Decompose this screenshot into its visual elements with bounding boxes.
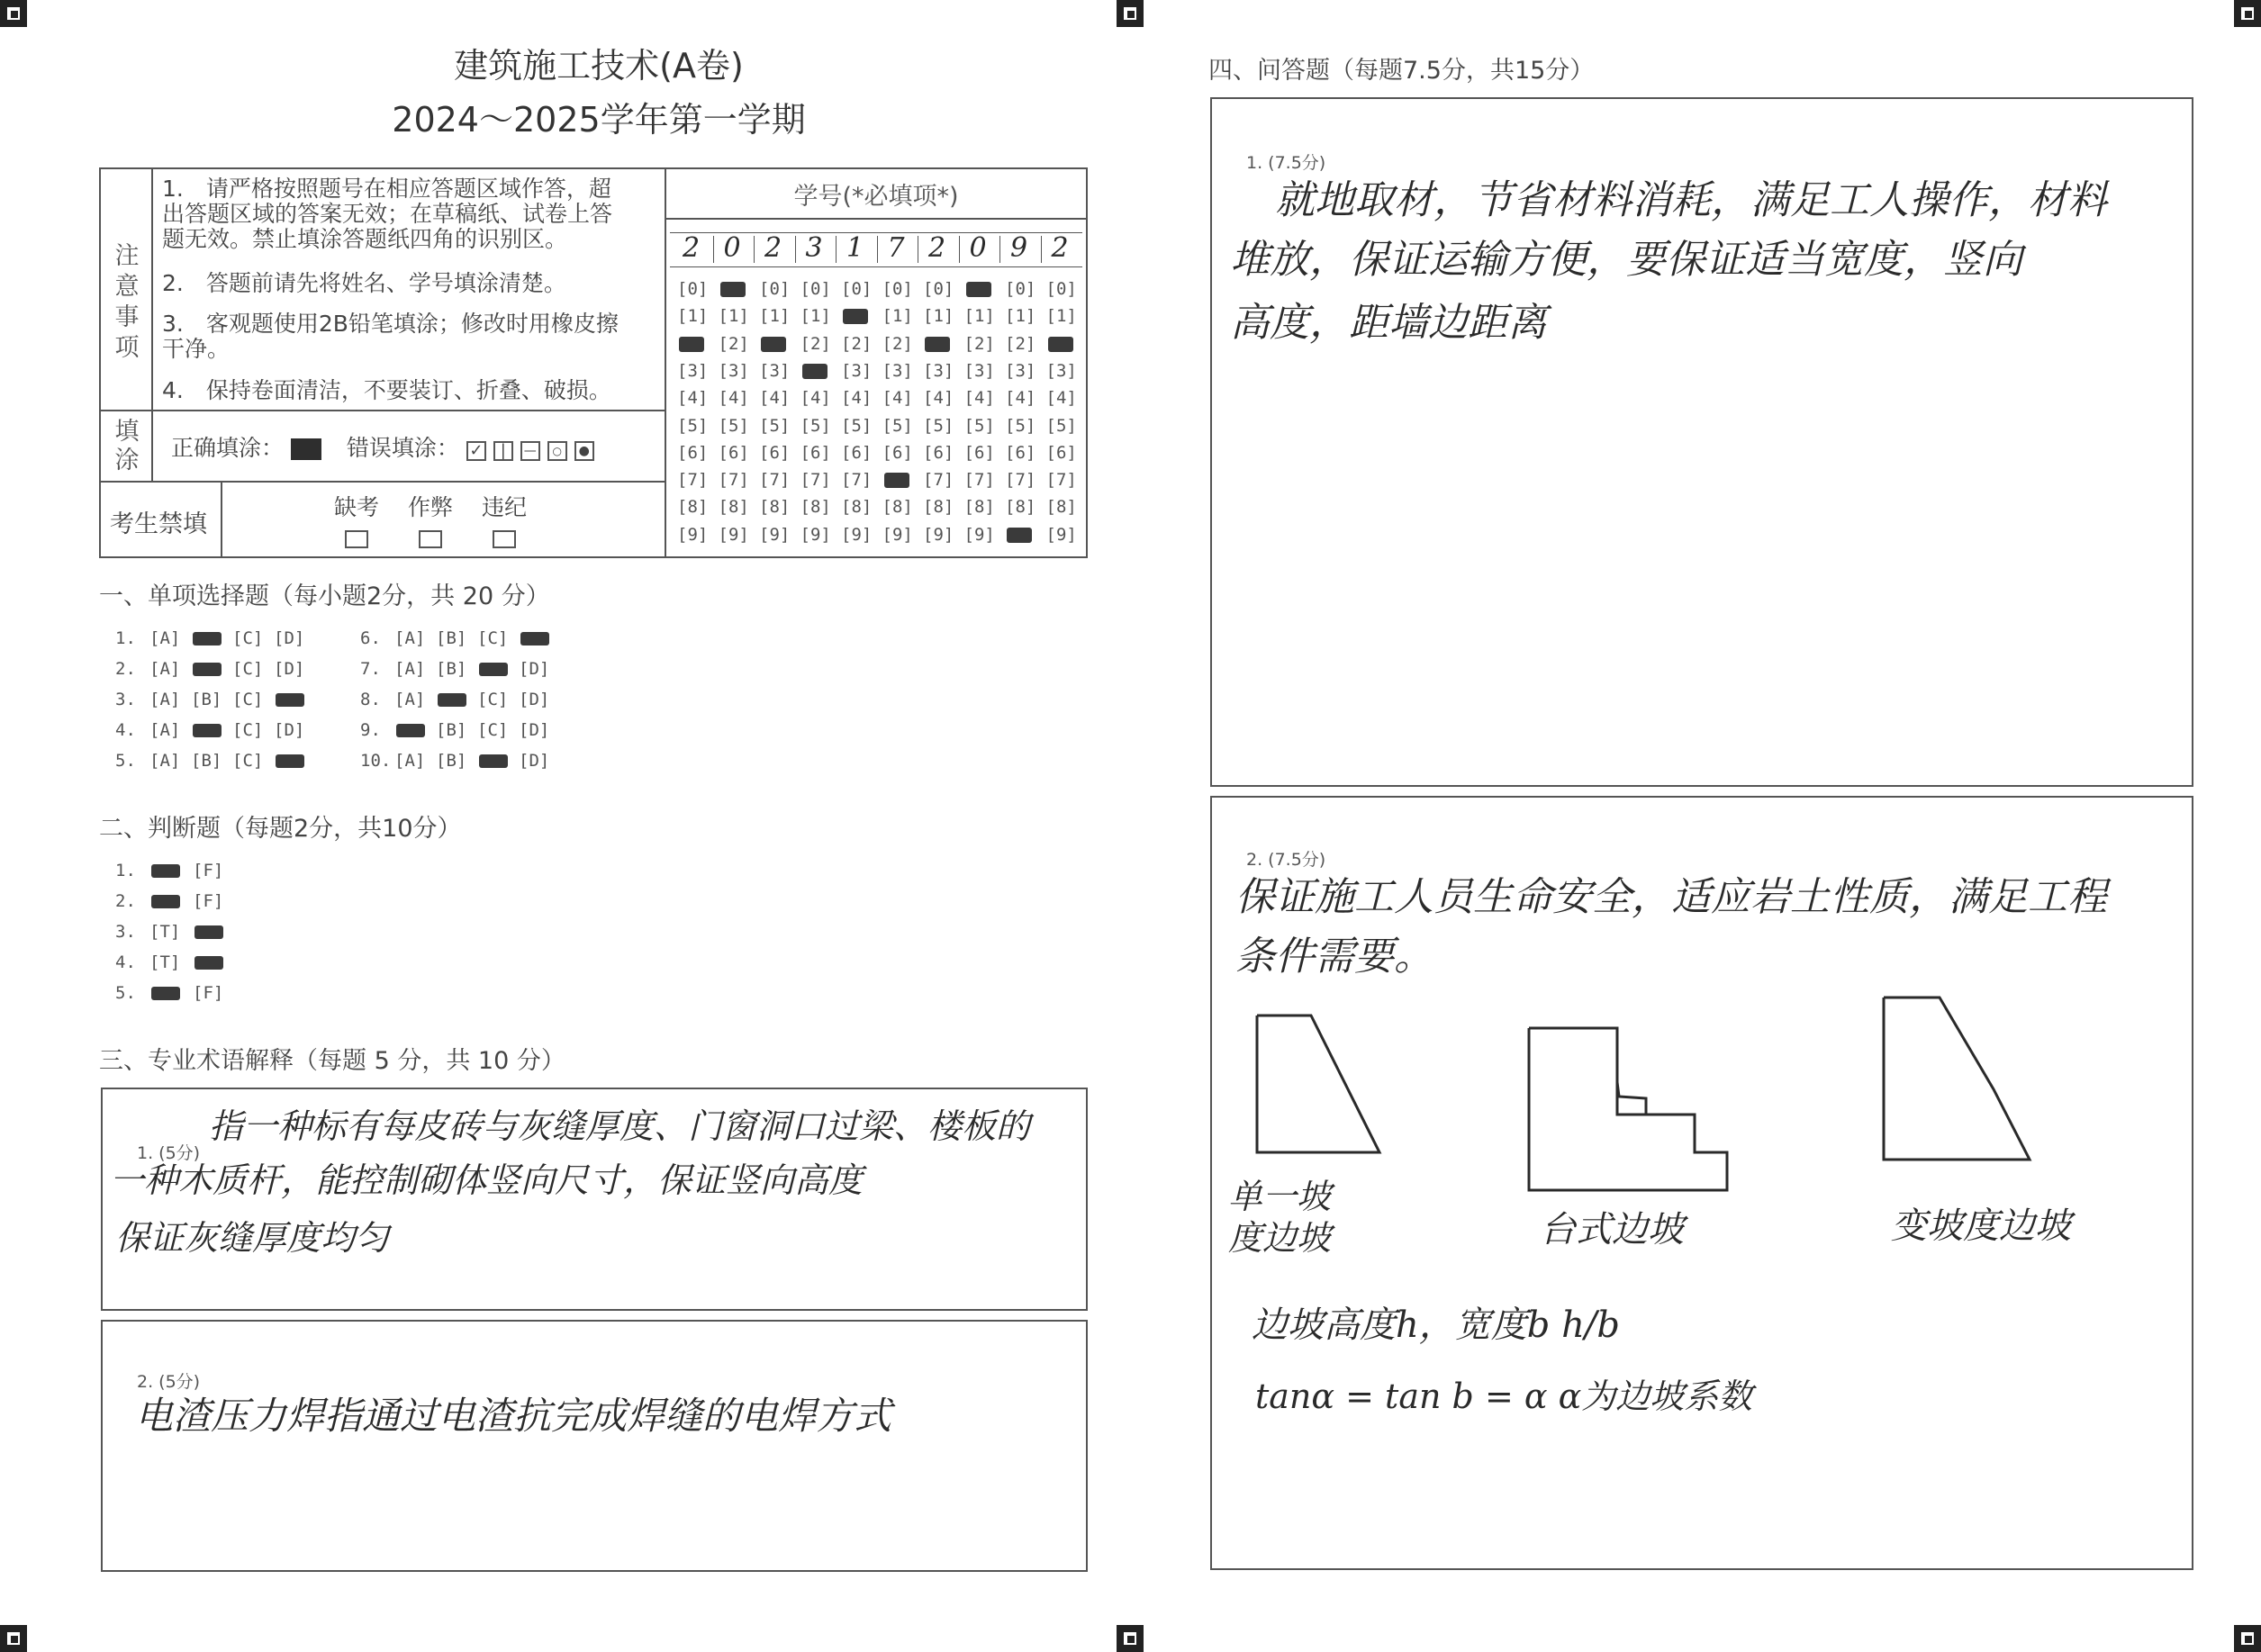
cheat-checkbox[interactable] bbox=[419, 530, 442, 548]
notice-label: 注 意 事 项 bbox=[114, 242, 140, 362]
student-id-digit-4: 3 bbox=[805, 232, 823, 264]
mc-option-b[interactable]: [B] bbox=[191, 751, 222, 771]
student-id-digit-divider bbox=[754, 236, 755, 263]
notice-item-4: 4. 保持卷面清洁，不要装订、折叠、破损。 bbox=[162, 377, 611, 403]
section3-title: 三、专业术语解释（每题 5 分，共 10 分） bbox=[99, 1047, 565, 1075]
student-id-bubble[interactable]: [0] bbox=[759, 279, 791, 299]
mc-option-c[interactable]: [C] bbox=[232, 659, 264, 679]
student-id-bubble[interactable]: [4] bbox=[718, 388, 749, 409]
student-id-bubble[interactable]: [6] bbox=[882, 442, 913, 463]
student-id-bubble[interactable]: [5] bbox=[800, 415, 831, 436]
mc-question-number: 2. bbox=[115, 659, 136, 679]
mc-option-filled-c[interactable] bbox=[479, 663, 508, 676]
student-id-digit-8: 0 bbox=[969, 232, 987, 264]
student-id-bubble[interactable]: [5] bbox=[677, 415, 709, 436]
student-id-digit-divider bbox=[713, 236, 714, 263]
single-slope-label: 单一坡度边坡 bbox=[1228, 1177, 1332, 1258]
student-id-bubble-filled[interactable] bbox=[720, 282, 746, 297]
student-id-bubble[interactable]: [1] bbox=[1005, 306, 1036, 327]
student-id-bubble[interactable]: [1] bbox=[800, 306, 831, 327]
student-id-bubble-filled[interactable] bbox=[802, 364, 828, 379]
mc-option-b[interactable]: [B] bbox=[436, 751, 467, 771]
student-id-bubble-filled[interactable] bbox=[966, 282, 991, 297]
mc-option-b[interactable]: [B] bbox=[436, 720, 467, 740]
student-id-bubble[interactable]: [7] bbox=[1005, 470, 1036, 491]
variable-slope-sketch bbox=[1884, 998, 2030, 1160]
student-id-bubble[interactable]: [5] bbox=[923, 415, 954, 436]
student-id-bubble-filled[interactable] bbox=[843, 309, 868, 324]
forbid-option-violation: 违纪 bbox=[477, 490, 531, 548]
student-id-bubble[interactable]: [2] bbox=[963, 333, 995, 354]
tf-option-filled-t[interactable] bbox=[151, 864, 180, 878]
student-id-bubble[interactable]: [8] bbox=[718, 497, 749, 518]
term-q1-handwriting-line-2: 一种木质杆，能控制砌体竖向尺寸，保证竖向高度 bbox=[110, 1160, 864, 1200]
student-id-digit-10: 2 bbox=[1051, 232, 1069, 264]
correct-fill-swatch bbox=[291, 438, 321, 460]
student-id-bubble[interactable]: [5] bbox=[718, 415, 749, 436]
student-id-bubble[interactable]: [2] bbox=[718, 333, 749, 354]
mc-option-filled-c[interactable] bbox=[479, 754, 508, 768]
mc-question-number: 9. bbox=[360, 720, 381, 740]
student-id-header-line bbox=[666, 218, 1086, 220]
mc-question-number: 10. bbox=[360, 751, 392, 771]
student-id-bubble[interactable]: [7] bbox=[923, 470, 954, 491]
stepped-slope-sketch bbox=[1529, 1028, 1727, 1190]
notice-item-1: 1. 请严格按照题号在相应答题区域作答，超出答题区域的答案无效；在草稿纸、试卷上答题无效。禁止填涂答题纸四角的识别区。 bbox=[162, 176, 613, 252]
wrong-fill-dash: — bbox=[520, 441, 540, 461]
exam-title: 建筑施工技术(A卷) bbox=[454, 46, 744, 86]
student-id-bubble[interactable]: [9] bbox=[841, 524, 873, 545]
student-id-bubble[interactable]: [2] bbox=[800, 333, 831, 354]
student-id-bubble[interactable]: [1] bbox=[1045, 306, 1077, 327]
tf-option-filled-f[interactable] bbox=[194, 925, 223, 939]
student-id-bubble[interactable]: [7] bbox=[759, 470, 791, 491]
student-id-bubble[interactable]: [8] bbox=[923, 497, 954, 518]
wrong-fill-label: 错误填涂： bbox=[346, 435, 459, 461]
term-q1-handwriting-line-3: 保证灰缝厚度均匀 bbox=[115, 1218, 390, 1258]
stepped-slope-label: 台式边坡 bbox=[1540, 1209, 1684, 1250]
student-id-bubble-filled[interactable] bbox=[761, 337, 786, 352]
qa-q2-handwriting-line-2: 条件需要。 bbox=[1235, 934, 1433, 979]
corner-mark-bottom-center bbox=[1117, 1625, 1144, 1652]
student-id-bubble[interactable]: [5] bbox=[882, 415, 913, 436]
corner-mark-top-center bbox=[1117, 0, 1144, 27]
student-id-digit-1: 2 bbox=[683, 232, 701, 264]
corner-mark-bottom-left bbox=[0, 1625, 27, 1652]
qa-q1-handwriting-line-2: 堆放，保证运输方便，要保证适当宽度，竖向 bbox=[1230, 237, 2022, 283]
tf-option-f[interactable]: [F] bbox=[193, 861, 224, 880]
student-id-bubble[interactable]: [8] bbox=[800, 497, 831, 518]
student-id-bubble[interactable]: [6] bbox=[923, 442, 954, 463]
student-id-bubble[interactable]: [5] bbox=[1005, 415, 1036, 436]
student-id-bubble[interactable]: [1] bbox=[677, 306, 709, 327]
single-slope-sketch bbox=[1257, 1016, 1379, 1152]
mc-option-c[interactable]: [C] bbox=[477, 628, 509, 648]
student-id-bubble[interactable]: [9] bbox=[1045, 524, 1077, 545]
mc-question-number: 7. bbox=[360, 659, 381, 679]
student-id-digit-divider bbox=[836, 236, 837, 263]
mc-option-filled-b[interactable] bbox=[438, 693, 466, 707]
student-id-bubble[interactable]: [8] bbox=[1005, 497, 1036, 518]
student-id-bubble[interactable]: [0] bbox=[841, 279, 873, 299]
student-id-bubble-filled[interactable] bbox=[1048, 337, 1073, 352]
qa-q1-handwriting-line-1: 就地取材，节省材料消耗，满足工人操作，材料 bbox=[1275, 177, 2107, 223]
student-id-bubble-filled[interactable] bbox=[1007, 528, 1032, 543]
term-q2-label: 2. (5分) bbox=[137, 1372, 201, 1392]
mc-option-c[interactable]: [C] bbox=[232, 720, 264, 740]
tf-question-number: 4. bbox=[115, 952, 136, 972]
corner-mark-top-left bbox=[0, 0, 27, 27]
variable-slope-label: 变坡度边坡 bbox=[1891, 1205, 2071, 1247]
student-id-bubble[interactable]: [1] bbox=[963, 306, 995, 327]
student-id-bubble[interactable]: [2] bbox=[1005, 333, 1036, 354]
student-id-bubble[interactable]: [6] bbox=[1005, 442, 1036, 463]
mc-question-number: 4. bbox=[115, 720, 136, 740]
student-id-bubble[interactable]: [3] bbox=[923, 360, 954, 381]
mc-option-filled-d[interactable] bbox=[520, 632, 549, 645]
student-id-bubble[interactable]: [4] bbox=[800, 388, 831, 409]
student-id-bubble[interactable]: [4] bbox=[882, 388, 913, 409]
student-id-bubble[interactable]: [6] bbox=[1045, 442, 1077, 463]
student-id-bubble[interactable]: [9] bbox=[923, 524, 954, 545]
student-id-bubble[interactable]: [4] bbox=[923, 388, 954, 409]
student-id-bubble[interactable]: [2] bbox=[841, 333, 873, 354]
mc-option-filled-d[interactable] bbox=[276, 754, 304, 768]
mc-option-a[interactable]: [A] bbox=[149, 690, 181, 709]
mc-option-d[interactable]: [D] bbox=[274, 628, 305, 648]
student-id-bubble[interactable]: [8] bbox=[759, 497, 791, 518]
tf-option-filled-t[interactable] bbox=[151, 987, 180, 1000]
student-id-bubble[interactable]: [9] bbox=[800, 524, 831, 545]
mc-option-a[interactable]: [A] bbox=[394, 690, 426, 709]
mc-option-d[interactable]: [D] bbox=[519, 720, 550, 740]
corner-mark-top-right bbox=[2234, 0, 2261, 27]
mc-option-a[interactable]: [A] bbox=[149, 720, 181, 740]
student-id-bubble[interactable]: [9] bbox=[882, 524, 913, 545]
forbid-label: 考生禁填 bbox=[110, 510, 207, 538]
tf-question-number: 2. bbox=[115, 891, 136, 911]
student-id-bubble[interactable]: [5] bbox=[759, 415, 791, 436]
tf-option-t[interactable]: [T] bbox=[149, 922, 181, 942]
tf-option-filled-t[interactable] bbox=[151, 895, 180, 908]
student-id-bubble[interactable]: [0] bbox=[1045, 279, 1077, 299]
mc-option-d[interactable]: [D] bbox=[274, 720, 305, 740]
student-id-bubble[interactable]: [2] bbox=[882, 333, 913, 354]
student-id-bubble-filled[interactable] bbox=[925, 337, 950, 352]
mc-option-d[interactable]: [D] bbox=[519, 659, 550, 679]
student-id-digit-divider bbox=[959, 236, 960, 263]
fill-example-row bbox=[171, 430, 594, 463]
student-id-bubble[interactable]: [4] bbox=[841, 388, 873, 409]
wrong-fill-check: ✓ bbox=[466, 441, 486, 461]
notice-label-divider bbox=[151, 167, 153, 481]
student-id-bubble[interactable]: [4] bbox=[759, 388, 791, 409]
tf-question-number: 1. bbox=[115, 861, 136, 880]
student-id-digit-divider bbox=[999, 236, 1000, 263]
mc-option-c[interactable]: [C] bbox=[232, 690, 264, 709]
student-id-bubble[interactable]: [6] bbox=[800, 442, 831, 463]
fill-label: 填 涂 bbox=[114, 418, 140, 474]
student-id-bubble[interactable]: [4] bbox=[1005, 388, 1036, 409]
mc-option-a[interactable]: [A] bbox=[394, 628, 426, 648]
student-id-bubble[interactable]: [5] bbox=[963, 415, 995, 436]
student-id-bubble-filled[interactable] bbox=[679, 337, 704, 352]
student-id-bubble[interactable]: [8] bbox=[882, 497, 913, 518]
mc-option-a[interactable]: [A] bbox=[394, 751, 426, 771]
mc-option-filled-b[interactable] bbox=[193, 632, 222, 645]
student-id-bubble[interactable]: [5] bbox=[841, 415, 873, 436]
section4-title: 四、问答题（每题7.5分，共15分） bbox=[1208, 57, 1595, 85]
student-id-bubble[interactable]: [7] bbox=[841, 470, 873, 491]
mc-option-c[interactable]: [C] bbox=[232, 751, 264, 771]
section1-title: 一、单项选择题（每小题2分，共 20 分） bbox=[99, 582, 550, 610]
student-id-bubble[interactable]: [9] bbox=[759, 524, 791, 545]
wrong-fill-bar: | bbox=[493, 441, 513, 461]
student-id-bubble[interactable]: [6] bbox=[677, 442, 709, 463]
header-divider-notice bbox=[99, 410, 665, 411]
student-id-bubble[interactable]: [6] bbox=[759, 442, 791, 463]
student-id-bubble[interactable]: [3] bbox=[718, 360, 749, 381]
student-id-digit-9: 9 bbox=[1010, 232, 1028, 264]
student-id-bubble[interactable]: [3] bbox=[1045, 360, 1077, 381]
student-id-bubble[interactable]: [5] bbox=[1045, 415, 1077, 436]
mc-option-c[interactable]: [C] bbox=[232, 628, 264, 648]
student-id-digit-divider bbox=[1041, 236, 1042, 263]
mc-option-filled-d[interactable] bbox=[276, 693, 304, 707]
header-divider-fill bbox=[99, 481, 665, 483]
section2-title: 二、判断题（每题2分，共10分） bbox=[99, 815, 462, 843]
student-id-bubble[interactable]: [3] bbox=[677, 360, 709, 381]
student-id-bubble[interactable]: [3] bbox=[882, 360, 913, 381]
student-id-bubble[interactable]: [1] bbox=[718, 306, 749, 327]
mc-option-c[interactable]: [C] bbox=[477, 720, 509, 740]
mc-option-a[interactable]: [A] bbox=[394, 659, 426, 679]
student-id-bubble[interactable]: [4] bbox=[963, 388, 995, 409]
slope-formula-line-1: 边坡高度h，宽度b h/b bbox=[1252, 1304, 1620, 1346]
student-id-digit-divider bbox=[795, 236, 796, 263]
forbid-option-cheat: 作弊 bbox=[403, 490, 457, 548]
student-id-bubble[interactable]: [7] bbox=[800, 470, 831, 491]
notice-item-2: 2. 答题前请先将姓名、学号填涂清楚。 bbox=[162, 270, 566, 296]
student-id-bubble[interactable]: [4] bbox=[677, 388, 709, 409]
student-id-bubble[interactable]: [9] bbox=[963, 524, 995, 545]
mc-question-number: 5. bbox=[115, 751, 136, 771]
student-id-bubble[interactable]: [6] bbox=[718, 442, 749, 463]
mc-option-c[interactable]: [C] bbox=[477, 690, 509, 709]
student-id-bubble[interactable]: [7] bbox=[677, 470, 709, 491]
student-id-bubble[interactable]: [0] bbox=[1005, 279, 1036, 299]
tf-option-f[interactable]: [F] bbox=[193, 983, 224, 1003]
mc-option-a[interactable]: [A] bbox=[149, 628, 181, 648]
student-id-digit-3: 2 bbox=[764, 232, 782, 264]
student-id-bubble[interactable]: [8] bbox=[963, 497, 995, 518]
forbid-option-absent: 缺考 bbox=[330, 490, 384, 548]
student-id-header: 学号(*必填项*) bbox=[793, 183, 959, 211]
mc-option-filled-b[interactable] bbox=[193, 663, 222, 676]
qa-q2-label: 2. (7.5分) bbox=[1246, 850, 1326, 870]
student-id-bubble[interactable]: [8] bbox=[1045, 497, 1077, 518]
mc-option-a[interactable]: [A] bbox=[149, 659, 181, 679]
tf-option-f[interactable]: [F] bbox=[193, 891, 224, 911]
student-id-bubble[interactable]: [9] bbox=[718, 524, 749, 545]
qa-q1-handwriting-line-3: 高度，距墙边距离 bbox=[1230, 300, 1547, 346]
mc-option-b[interactable]: [B] bbox=[191, 690, 222, 709]
student-id-digit-7: 2 bbox=[928, 232, 946, 264]
tf-question-number: 3. bbox=[115, 922, 136, 942]
tf-option-t[interactable]: [T] bbox=[149, 952, 181, 972]
notice-item-3: 3. 客观题使用2B铅笔填涂；修改时用橡皮擦干净。 bbox=[162, 311, 619, 362]
forbid-label-divider bbox=[221, 481, 222, 558]
student-id-digit-divider bbox=[877, 236, 878, 263]
student-id-bubble[interactable]: [7] bbox=[963, 470, 995, 491]
mc-option-b[interactable]: [B] bbox=[436, 628, 467, 648]
mc-question-number: 3. bbox=[115, 690, 136, 709]
student-id-bubble[interactable]: [3] bbox=[1005, 360, 1036, 381]
violation-checkbox[interactable] bbox=[493, 530, 516, 548]
student-id-bubble[interactable]: [1] bbox=[923, 306, 954, 327]
tf-question-number: 5. bbox=[115, 983, 136, 1003]
student-id-bubble-filled[interactable] bbox=[884, 473, 909, 488]
qa-q2-handwriting-line-1: 保证施工人员生命安全，适应岩土性质，满足工程 bbox=[1235, 874, 2107, 920]
student-id-bubble[interactable]: [0] bbox=[923, 279, 954, 299]
mc-option-d[interactable]: [D] bbox=[519, 690, 550, 709]
student-id-digit-5: 1 bbox=[846, 232, 864, 264]
student-id-bubble[interactable]: [8] bbox=[677, 497, 709, 518]
header-divider-mid bbox=[665, 167, 666, 558]
mc-option-d[interactable]: [D] bbox=[519, 751, 550, 771]
student-id-bubble[interactable]: [1] bbox=[759, 306, 791, 327]
student-id-bubble[interactable]: [3] bbox=[963, 360, 995, 381]
student-id-bubble[interactable]: [3] bbox=[759, 360, 791, 381]
mc-option-d[interactable]: [D] bbox=[274, 659, 305, 679]
corner-mark-bottom-right bbox=[2234, 1625, 2261, 1652]
term-answer-box-2 bbox=[101, 1320, 1088, 1572]
absent-checkbox[interactable] bbox=[345, 530, 368, 548]
mc-question-number: 8. bbox=[360, 690, 381, 709]
exam-term: 2024～2025学年第一学期 bbox=[392, 100, 806, 140]
slope-formula-line-2: tanα = tan b = α α为边坡系数 bbox=[1255, 1377, 1753, 1416]
term-q1-handwriting-line-1: 指一种标有每皮砖与灰缝厚度、门窗洞口过梁、楼板的 bbox=[209, 1106, 1031, 1146]
mc-option-b[interactable]: [B] bbox=[436, 659, 467, 679]
mc-question-number: 1. bbox=[115, 628, 136, 648]
student-id-bubble[interactable]: [7] bbox=[1045, 470, 1077, 491]
qa-q1-label: 1. (7.5分) bbox=[1246, 153, 1326, 173]
student-id-bubble[interactable]: [0] bbox=[882, 279, 913, 299]
student-id-bubble[interactable]: [4] bbox=[1045, 388, 1077, 409]
student-id-bubble[interactable]: [6] bbox=[841, 442, 873, 463]
mc-option-filled-a[interactable] bbox=[396, 724, 425, 737]
wrong-fill-circle: ○ bbox=[547, 441, 567, 461]
wrong-fill-dot: ● bbox=[574, 441, 594, 461]
mc-option-a[interactable]: [A] bbox=[149, 751, 181, 771]
tf-option-filled-f[interactable] bbox=[194, 956, 223, 970]
student-id-digit-6: 7 bbox=[887, 232, 905, 264]
student-id-bubble[interactable]: [7] bbox=[718, 470, 749, 491]
student-id-digit-2: 0 bbox=[723, 232, 741, 264]
mc-option-filled-b[interactable] bbox=[193, 724, 222, 737]
student-id-bubble[interactable]: [0] bbox=[677, 279, 709, 299]
term-q1-label: 1. (5分) bbox=[137, 1143, 201, 1163]
student-id-bubble[interactable]: [3] bbox=[841, 360, 873, 381]
mc-question-number: 6. bbox=[360, 628, 381, 648]
student-id-bubble[interactable]: [1] bbox=[882, 306, 913, 327]
wrong-fill-examples bbox=[466, 437, 594, 463]
student-id-bubble[interactable]: [6] bbox=[963, 442, 995, 463]
student-id-bubble[interactable]: [8] bbox=[841, 497, 873, 518]
term-q2-handwriting-line-1: 电渣压力焊指通过电渣抗完成焊缝的电焊方式 bbox=[135, 1394, 892, 1438]
student-id-bubble[interactable]: [9] bbox=[677, 524, 709, 545]
student-id-writing-bottom bbox=[670, 266, 1082, 267]
correct-fill-label: 正确填涂： bbox=[171, 435, 285, 461]
student-id-bubble[interactable]: [0] bbox=[800, 279, 831, 299]
